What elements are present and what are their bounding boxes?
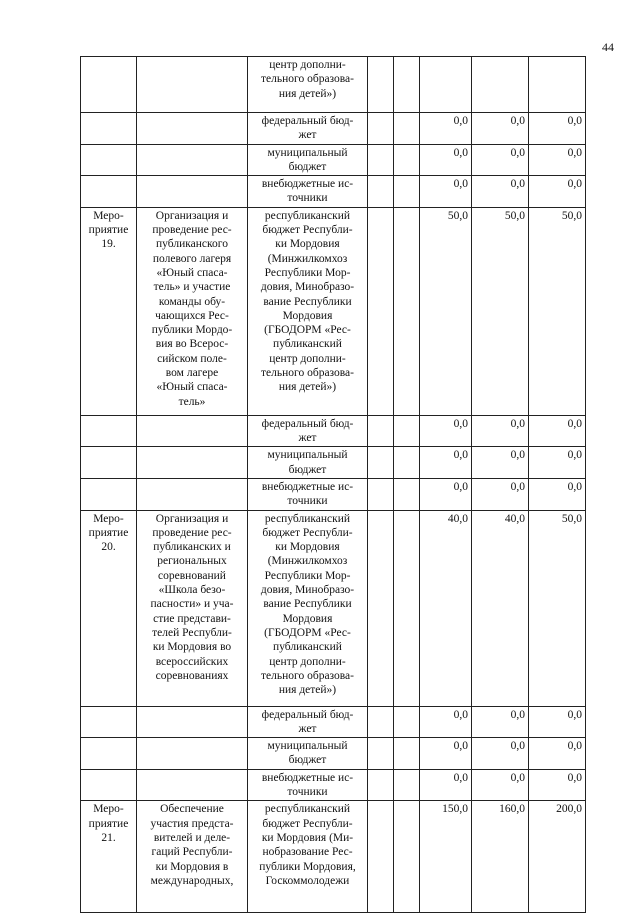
- value-cell: 0,0: [529, 738, 586, 770]
- value-cell: 0,0: [420, 144, 472, 176]
- funding-source-cell: внебюджетные ис- точники: [248, 769, 368, 801]
- measure-title-cell: [137, 447, 248, 479]
- value-cell: 0,0: [529, 113, 586, 145]
- value-cell: 0,0: [472, 478, 529, 510]
- empty-cell: [394, 207, 420, 415]
- empty-cell: [368, 144, 394, 176]
- value-cell: 40,0: [420, 510, 472, 706]
- value-cell: 0,0: [420, 769, 472, 801]
- empty-cell: [368, 176, 394, 208]
- empty-cell: [368, 447, 394, 479]
- empty-cell: [368, 478, 394, 510]
- value-cell: 0,0: [420, 706, 472, 738]
- value-cell: 40,0: [472, 510, 529, 706]
- measure-label-cell: Меро- приятие 21.: [81, 801, 137, 913]
- measure-title-cell: [137, 738, 248, 770]
- empty-cell: [368, 415, 394, 447]
- value-cell: 0,0: [529, 144, 586, 176]
- measure-title-cell: [137, 57, 248, 113]
- empty-cell: [394, 478, 420, 510]
- table-row: [81, 415, 586, 447]
- measure-title-cell: Организация и проведение рес- публиканских и региональных соревнований «Школа безо- пасности» и уча- стие представи- телей Республи- ки Мордовия во всероссийских соревнованиях: [137, 510, 248, 706]
- table-row: [81, 769, 586, 801]
- value-cell: 0,0: [472, 113, 529, 145]
- empty-cell: [394, 706, 420, 738]
- measure-label-cell: [81, 57, 137, 113]
- measure-title-cell: [137, 144, 248, 176]
- page-number: 44: [602, 40, 614, 54]
- funding-source-cell: муниципальный бюджет: [248, 738, 368, 770]
- empty-cell: [394, 57, 420, 113]
- empty-cell: [394, 510, 420, 706]
- measure-label-cell: [81, 415, 137, 447]
- measure-label-cell: [81, 769, 137, 801]
- empty-cell: [394, 144, 420, 176]
- value-cell: 0,0: [529, 415, 586, 447]
- measure-label-cell: [81, 113, 137, 145]
- measure-title-cell: [137, 415, 248, 447]
- measure-title-cell: [137, 113, 248, 145]
- measure-label-cell: [81, 478, 137, 510]
- measure-label-cell: [81, 176, 137, 208]
- funding-source-cell: муниципальный бюджет: [248, 144, 368, 176]
- empty-cell: [394, 738, 420, 770]
- table-row: [81, 706, 586, 738]
- value-cell: 50,0: [529, 207, 586, 415]
- value-cell: 160,0: [472, 801, 529, 913]
- table-row: [81, 478, 586, 510]
- measure-title-cell: Организация и проведение рес- публиканского полевого лагеря «Юный спаса- тель» и участие команды обу- чающихся Рес- публики Мордо- вия во Всерос- сийском поле- вом лагере «Юный спаса- тель»: [137, 207, 248, 415]
- table-row: [81, 447, 586, 479]
- empty-cell: [368, 113, 394, 145]
- table-body: [81, 57, 586, 913]
- value-cell: 0,0: [472, 738, 529, 770]
- value-cell: 0,0: [529, 706, 586, 738]
- value-cell: 50,0: [472, 207, 529, 415]
- value-cell: 0,0: [472, 447, 529, 479]
- funding-source-cell: центр дополни- тельного образова- ния детей»): [248, 57, 368, 113]
- funding-source-cell: республиканский бюджет Республи- ки Мордовия (Ми- нобразование Рес- публики Мордовия, Госкоммолодежи: [248, 801, 368, 913]
- measure-title-cell: [137, 769, 248, 801]
- value-cell: [529, 57, 586, 113]
- measure-label-cell: Меро- приятие 20.: [81, 510, 137, 706]
- empty-cell: [394, 113, 420, 145]
- measure-title-cell: Обеспечение участия предста- вителей и деле- гаций Республи- ки Мордовия в международных,: [137, 801, 248, 913]
- measure-label-cell: Меро- приятие 19.: [81, 207, 137, 415]
- empty-cell: [394, 415, 420, 447]
- measure-label-cell: [81, 144, 137, 176]
- table-row: [81, 801, 586, 913]
- empty-cell: [368, 801, 394, 913]
- empty-cell: [394, 769, 420, 801]
- value-cell: 0,0: [420, 738, 472, 770]
- value-cell: 0,0: [420, 415, 472, 447]
- measure-label-cell: [81, 447, 137, 479]
- value-cell: 0,0: [420, 447, 472, 479]
- table-row: [81, 176, 586, 208]
- measure-title-cell: [137, 478, 248, 510]
- value-cell: 0,0: [472, 769, 529, 801]
- value-cell: 0,0: [529, 478, 586, 510]
- funding-source-cell: федеральный бюд- жет: [248, 113, 368, 145]
- value-cell: [472, 57, 529, 113]
- funding-source-cell: федеральный бюд- жет: [248, 706, 368, 738]
- table-row: [81, 207, 586, 415]
- funding-source-cell: внебюджетные ис- точники: [248, 176, 368, 208]
- value-cell: 150,0: [420, 801, 472, 913]
- measure-title-cell: [137, 706, 248, 738]
- table-row: [81, 144, 586, 176]
- funding-source-cell: муниципальный бюджет: [248, 447, 368, 479]
- value-cell: 0,0: [420, 113, 472, 145]
- empty-cell: [368, 510, 394, 706]
- funding-source-cell: федеральный бюд- жет: [248, 415, 368, 447]
- empty-cell: [394, 801, 420, 913]
- value-cell: 0,0: [529, 769, 586, 801]
- empty-cell: [394, 176, 420, 208]
- table-row: [81, 738, 586, 770]
- empty-cell: [394, 447, 420, 479]
- table-row: [81, 113, 586, 145]
- value-cell: 0,0: [472, 144, 529, 176]
- measure-title-cell: [137, 176, 248, 208]
- table-row: [81, 510, 586, 706]
- funding-source-cell: внебюджетные ис- точники: [248, 478, 368, 510]
- table-row: [81, 57, 586, 113]
- value-cell: 200,0: [529, 801, 586, 913]
- funding-source-cell: республиканский бюджет Республи- ки Мордовия (Минжилкомхоз Республики Мор- довия, Минобразо- вание Республики Мордовия (ГБОДОРМ «Рес- публиканский центр дополни- тельного образова- ния детей»): [248, 510, 368, 706]
- value-cell: 50,0: [420, 207, 472, 415]
- empty-cell: [368, 706, 394, 738]
- empty-cell: [368, 738, 394, 770]
- value-cell: [420, 57, 472, 113]
- value-cell: 0,0: [472, 176, 529, 208]
- measure-label-cell: [81, 706, 137, 738]
- empty-cell: [368, 769, 394, 801]
- measure-label-cell: [81, 738, 137, 770]
- value-cell: 50,0: [529, 510, 586, 706]
- budget-table: [80, 56, 586, 913]
- value-cell: 0,0: [529, 447, 586, 479]
- empty-cell: [368, 57, 394, 113]
- value-cell: 0,0: [420, 478, 472, 510]
- funding-source-cell: республиканский бюджет Республи- ки Мордовия (Минжилкомхоз Республики Мор- довия, Минобразо- вание Республики Мордовия (ГБОДОРМ «Рес- публиканский центр дополни- тельного образова- ния детей»): [248, 207, 368, 415]
- empty-cell: [368, 207, 394, 415]
- value-cell: 0,0: [420, 176, 472, 208]
- value-cell: 0,0: [472, 415, 529, 447]
- value-cell: 0,0: [472, 706, 529, 738]
- value-cell: 0,0: [529, 176, 586, 208]
